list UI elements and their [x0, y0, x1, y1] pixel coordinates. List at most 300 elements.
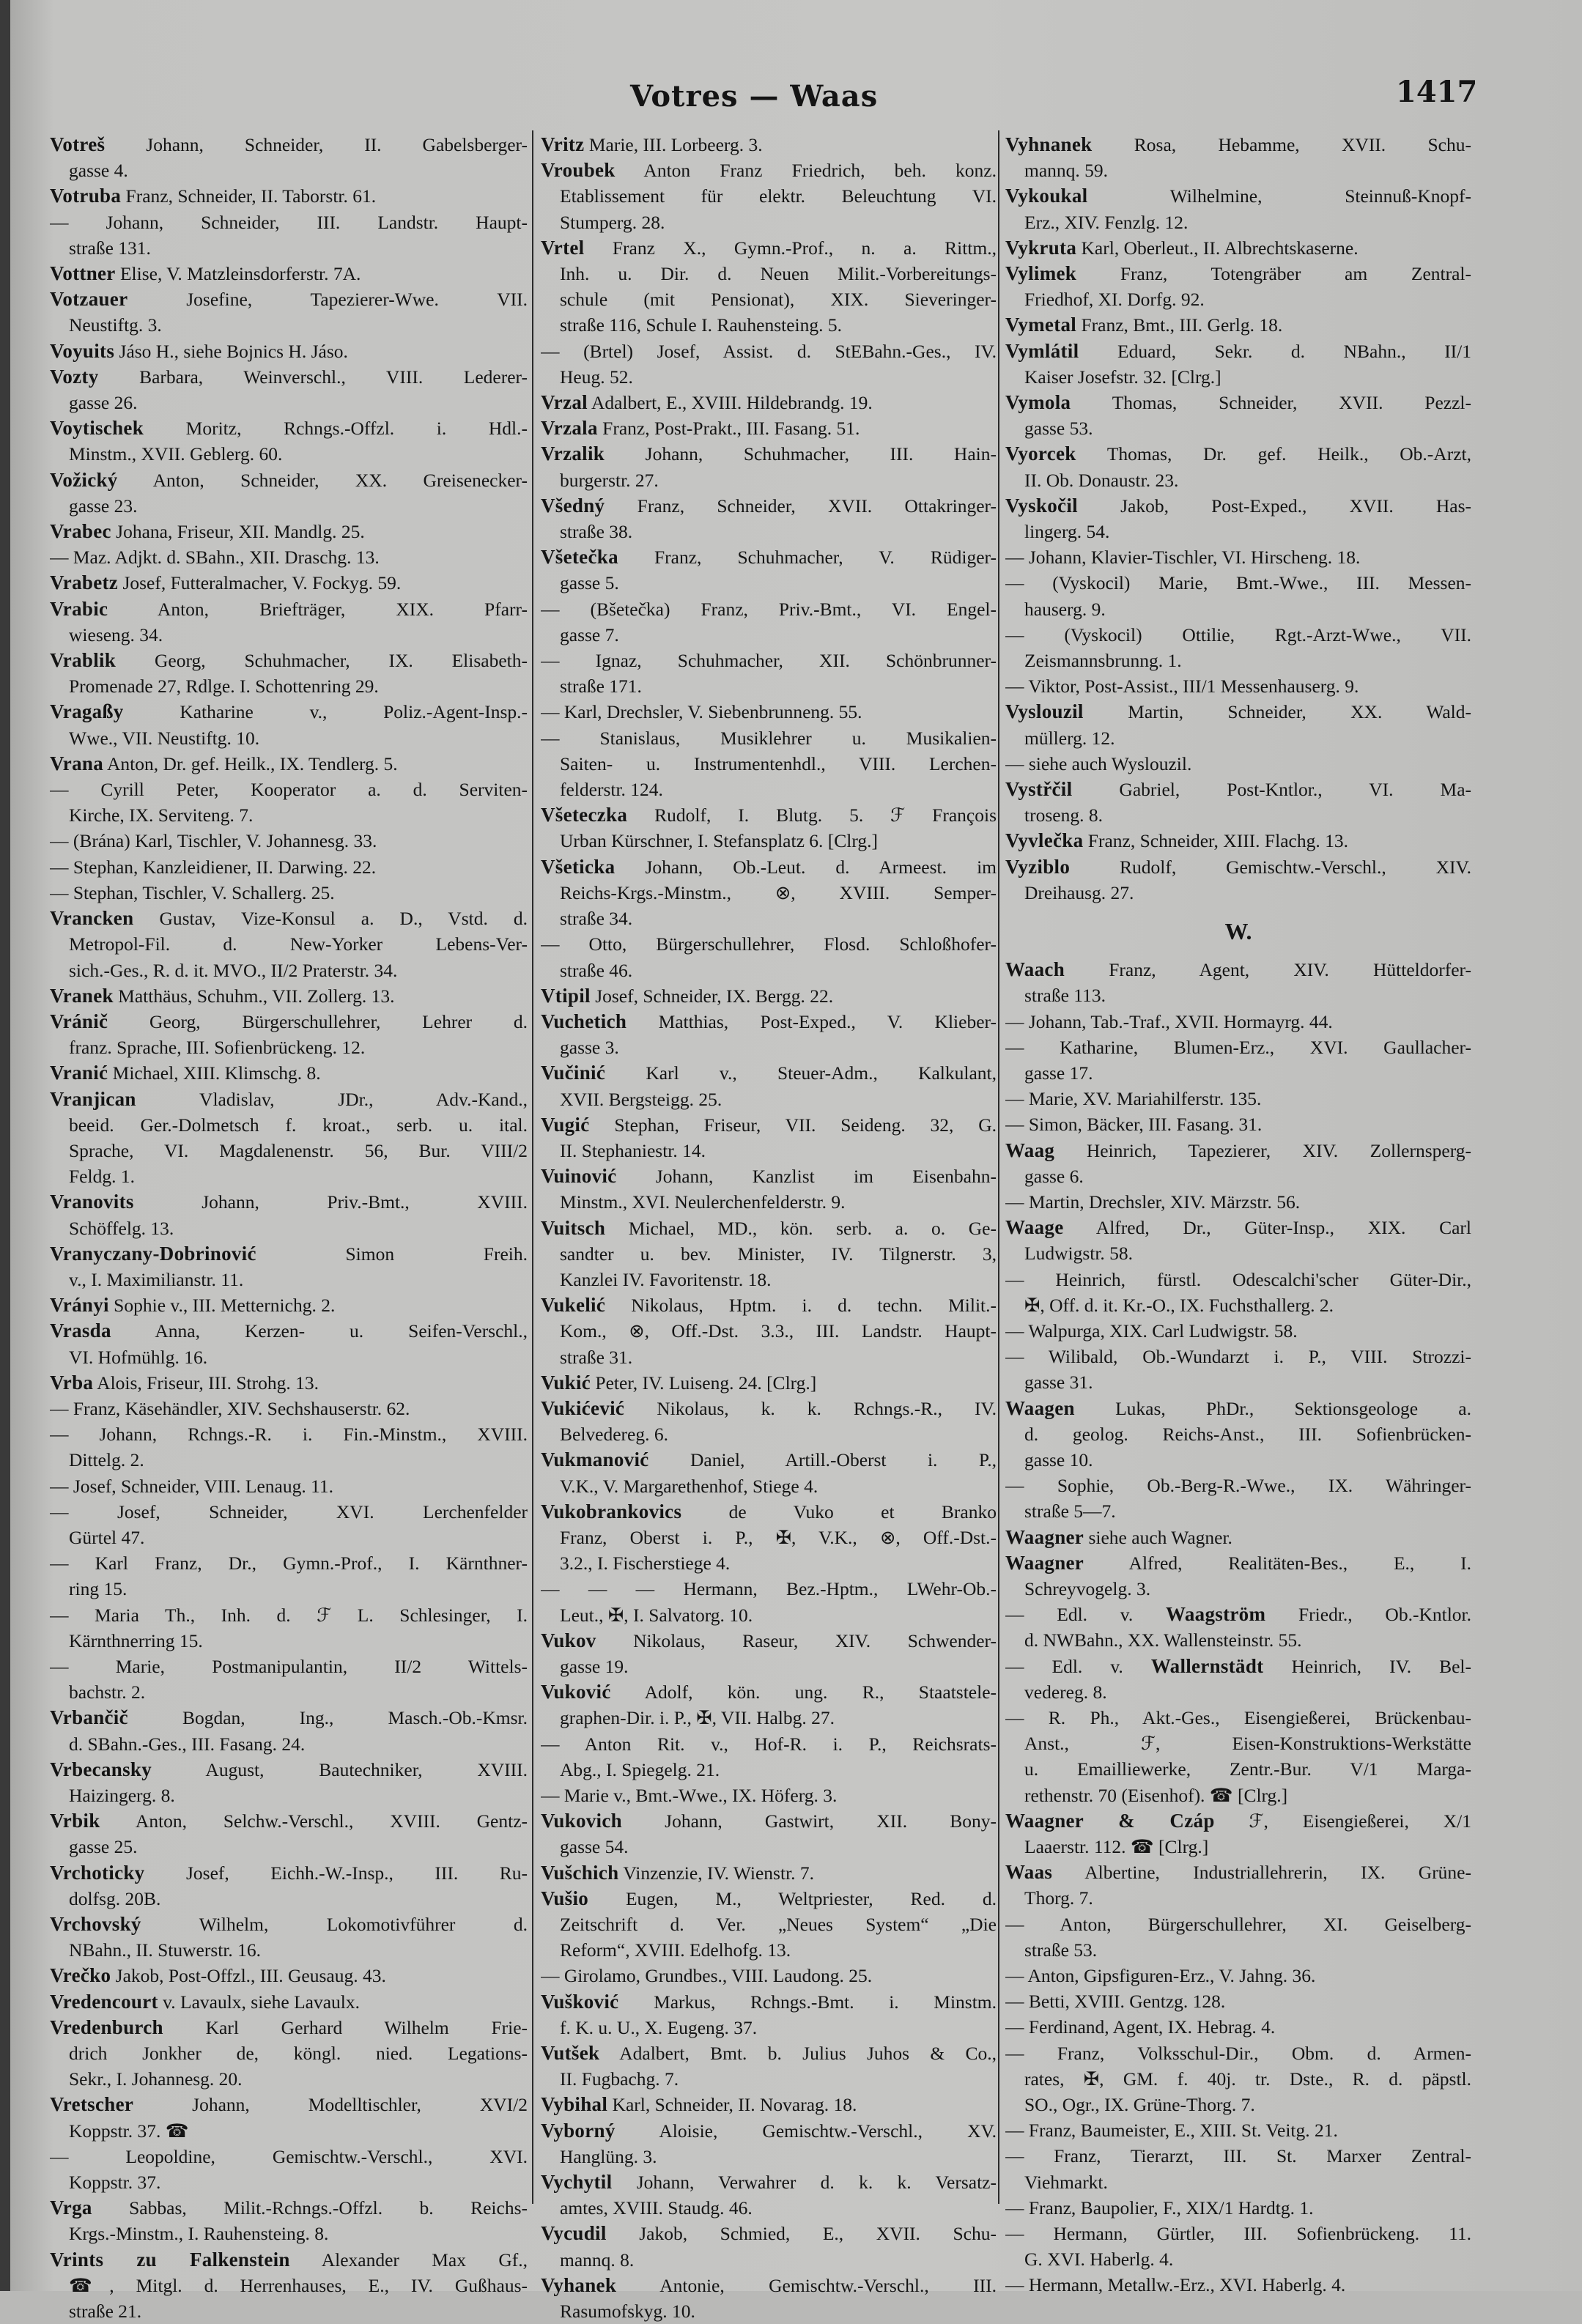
entry-line [1005, 1240, 1471, 1266]
entry-text: XVII. Bergsteigg. 25. [560, 1088, 722, 1110]
directory-entry [50, 338, 528, 364]
directory-entry [1005, 1344, 1471, 1395]
directory-entry [50, 2195, 528, 2246]
directory-entry [50, 364, 528, 415]
entry-surname: Vyhnanek [1005, 133, 1093, 155]
entry-surname: Vrbecansky [50, 1758, 152, 1780]
directory-entry [541, 1628, 997, 1679]
entry-line [541, 1550, 997, 1576]
entry-text: Anna, Kerzen- u. Seifen-Verschl., [155, 1320, 528, 1342]
entry-line [541, 1912, 997, 1937]
directory-entry [1005, 2221, 1471, 2272]
entry-text: ring 15. [69, 1578, 127, 1600]
entry-text: rates, ✠, GM. f. 40j. tr. Dste., R. d. päpstl. [1024, 2068, 1471, 2090]
entry-line [1005, 777, 1471, 802]
entry-surname: Vrabec [50, 520, 111, 543]
directory-entry [1005, 777, 1471, 828]
entry-text: Johann, Schneider, II. Gabelsberger- [146, 134, 528, 155]
directory-entry [1005, 2195, 1471, 2221]
entry-line [541, 1267, 997, 1292]
entry-text: Alfred, Realitäten-Bes., E., I. [1128, 1552, 1471, 1574]
entry-text: Leut., ✠, I. Salvatorg. 10. [560, 1604, 753, 1626]
entry-line [50, 1138, 528, 1163]
directory-entry [541, 2040, 997, 2092]
entry-text: 3.2., I. Fischerstiege 4. [560, 1553, 731, 1574]
entry-line [541, 880, 997, 906]
entry-text: Viehmarkt. [1024, 2171, 1108, 2193]
entry-prefix: — [50, 1604, 95, 1626]
entry-line [1005, 544, 1471, 570]
entry-text: Franz, Schneider, II. Taborstr. 61. [125, 185, 377, 207]
directory-entry [1005, 1267, 1471, 1318]
entry-line [50, 751, 528, 777]
entry-text: Anton, Bürgerschullehrer, XI. Geiselberg- [1060, 1913, 1471, 1935]
entry-text: Karl v., Steuer-Adm., Kalkulant, [646, 1062, 997, 1084]
entry-text: straße 131. [69, 237, 151, 259]
entry-surname: Vranek [50, 984, 114, 1007]
directory-entry [541, 1112, 997, 1163]
entry-line [541, 1241, 997, 1267]
entry-line [50, 261, 528, 286]
entry-text: Lukas, PhDr., Sektionsgeologe a. [1115, 1397, 1471, 1419]
entry-prefix: — [1005, 1320, 1029, 1342]
entry-surname: Waagström [1166, 1603, 1266, 1626]
entry-text: (Brtel) Josef, Assist. d. StEBahn.-Ges., IV. [583, 340, 997, 362]
directory-entry [541, 1447, 997, 1498]
entry-text: (Vyskocil) Marie, Bmt.-Wwe., III. Messen- [1052, 572, 1471, 594]
entry-text: Katharine, Blumen-Erz., XVI. Gaullacher- [1060, 1036, 1471, 1058]
entry-text: Barbara, Weinverschl., VIII. Lederer- [139, 366, 528, 388]
entry-prefix: — [541, 340, 584, 362]
entry-line [50, 1189, 528, 1215]
directory-entry [1005, 1009, 1471, 1035]
entry-surname: Vrba [50, 1371, 94, 1394]
entry-text: Belvedereg. 6. [560, 1424, 668, 1446]
entry-text: Martin, Drechsler, XIV. Märzstr. 56. [1028, 1191, 1301, 1213]
entry-text: II. Stephaniestr. 14. [560, 1139, 706, 1161]
entry-line [541, 2144, 997, 2169]
entry-surname: Vuitsch [541, 1216, 606, 1239]
entry-line [1005, 1756, 1471, 1782]
entry-line [541, 210, 997, 235]
entry-text: Anton, Dr. gef. Heilk., IX. Tendlerg. 5. [106, 752, 398, 774]
directory-entry [541, 2118, 997, 2169]
entry-line [50, 493, 528, 519]
entry-line [50, 1731, 528, 1757]
entry-text: Thomas, Schneider, XVII. Pezzl- [1112, 392, 1471, 414]
entry-line [50, 1396, 528, 1421]
entry-prefix: — [1005, 2042, 1057, 2064]
entry-text: Rudolf, I. Blutg. 5. ℱ François [654, 804, 997, 826]
entry-text: Eugen, M., Weltpriester, Red. d. [625, 1887, 997, 1909]
entry-text: Hermann, Gürtler, III. Sofienbrückeng. 11. [1053, 2223, 1471, 2245]
entry-text: gasse 6. [1024, 1165, 1084, 1187]
entry-surname: Vrchovský [50, 1913, 141, 1936]
entry-line [541, 390, 997, 415]
directory-entry [50, 777, 528, 828]
entry-line [50, 1912, 528, 1937]
entry-line [50, 1035, 528, 1060]
entry-line [541, 1035, 997, 1060]
entry-line [1005, 2040, 1471, 2066]
entry-line [50, 570, 528, 596]
entry-surname: Vyhanek [541, 2273, 617, 2296]
entry-text: Dittelg. 2. [69, 1449, 144, 1471]
directory-entry [50, 1060, 528, 1086]
entry-line [1005, 828, 1471, 854]
entry-line [541, 2298, 997, 2324]
entry-text: Anton, Briefträger, XIX. Pfarr- [157, 598, 528, 620]
entry-surname: Vychytil [541, 2171, 613, 2194]
directory-entry [541, 441, 997, 492]
entry-line [1005, 1421, 1471, 1447]
entry-surname: Waage [1005, 1216, 1064, 1239]
entry-line [1005, 1215, 1471, 1240]
entry-text: Karl Gerhard Wilhelm Frie- [205, 2016, 528, 2038]
entry-line [1005, 1885, 1471, 1911]
entry-line [50, 1215, 528, 1241]
entry-text: Johann, Tab.-Traf., XVII. Hormayrg. 44. [1028, 1010, 1333, 1032]
entry-line [50, 158, 528, 183]
directory-entry [50, 699, 528, 750]
entry-line [50, 622, 528, 648]
entry-line [1005, 286, 1471, 312]
entry-surname: Vuković [541, 1681, 611, 1703]
entry-text: Georg, Bürgerschullehrer, Lehrer d. [149, 1010, 528, 1032]
entry-line [541, 1060, 997, 1086]
entry-text: Friedr., Ob.-Kntlor. [1298, 1604, 1471, 1626]
entry-text: Karl, Oberleut., II. Albrechtskaserne. [1081, 237, 1359, 259]
entry-line [541, 983, 997, 1009]
directory-entry [541, 338, 997, 390]
directory-entry [541, 132, 997, 158]
directory-entry [50, 1989, 528, 2015]
entry-line [1005, 699, 1471, 725]
entry-text: Thorg. 7. [1024, 1887, 1093, 1909]
directory-entry [50, 183, 528, 209]
entry-text: Abg., I. Spiegelg. 21. [560, 1758, 720, 1780]
entry-line [541, 1731, 997, 1757]
entry-line [541, 1808, 997, 1834]
entry-text: ☎, Mitgl. d. Herrenhauses, E., IV. Gußhaus- [69, 2274, 528, 2296]
entry-surname: Waas [1005, 1861, 1053, 1884]
entry-line [541, 1473, 997, 1499]
entry-text: Heug. 52. [560, 366, 633, 388]
directory-entry [1005, 1963, 1471, 1988]
directory-entry [50, 1421, 528, 1473]
entry-surname: Votruba [50, 185, 122, 207]
entry-surname: Vrga [50, 2197, 92, 2219]
entry-text: Rudolf, Gemischtw.-Verschl., XIV. [1120, 856, 1471, 878]
entry-line [1005, 1138, 1471, 1163]
entry-line [50, 596, 528, 622]
entry-line [1005, 1369, 1471, 1395]
entry-text: Aloisie, Gemischtw.-Verschl., XV. [659, 2120, 997, 2142]
entry-text: Antonie, Gemischtw.-Verschl., III. [659, 2274, 997, 2296]
directory-entry [50, 880, 528, 906]
entry-prefix: — [541, 1785, 564, 1806]
entry-prefix: — [1005, 2274, 1029, 2296]
directory-entry [541, 1009, 997, 1060]
entry-text: Maz. Adjkt. d. SBahn., XII. Draschg. 13. [73, 547, 380, 569]
entry-text: Johann, Modelltischler, XVI/2 [192, 2094, 528, 2116]
entry-text: Wilhelm, Lokomotivführer d. [199, 1914, 528, 1936]
entry-text: Zeismannsbrunng. 1. [1024, 650, 1182, 672]
entry-line [1005, 1267, 1471, 1292]
entry-text: Stephan, Friseur, VII. Seideng. 32, G. [614, 1114, 997, 1136]
entry-line [1005, 2195, 1471, 2221]
entry-text: Heinrich, IV. Bel- [1291, 1655, 1471, 1677]
entry-line [1005, 1679, 1471, 1705]
entry-text: Stumperg. 28. [560, 211, 665, 233]
entry-line [541, 1344, 997, 1370]
directory-entry [541, 1215, 997, 1293]
entry-line [541, 1318, 997, 1344]
entry-line [541, 1447, 997, 1473]
entry-prefix: — Edl. v. [1005, 1655, 1151, 1677]
entry-text: Adalbert, E., XVIII. Hildebrandg. 19. [591, 392, 873, 414]
entry-text: Johann, Gastwirt, XII. Bony- [665, 1810, 997, 1832]
entry-line [1005, 415, 1471, 441]
entry-text: Nikolaus, k. k. Rchngs.-R., IV. [657, 1397, 997, 1419]
entry-line [1005, 441, 1471, 467]
entry-line [50, 1628, 528, 1654]
entry-text: franz. Sprache, III. Sofienbrückeng. 12. [69, 1037, 366, 1059]
entry-prefix: — [1005, 1036, 1060, 1058]
entry-line [541, 777, 997, 802]
entry-prefix: — [50, 2145, 126, 2167]
entry-line [50, 1292, 528, 1318]
entry-text: straße 53. [1024, 1939, 1098, 1961]
entry-surname: Vyborný [541, 2119, 616, 2142]
directory-entry [1005, 2014, 1471, 2040]
entry-line [50, 1447, 528, 1473]
entry-text: Josef, Eichh.-W.-Insp., III. Ru- [186, 1862, 528, 1884]
entry-line [1005, 725, 1471, 751]
entry-surname: Vuinović [541, 1165, 617, 1188]
entry-line [50, 1550, 528, 1576]
entry-text: gasse 54. [560, 1836, 629, 1858]
entry-prefix: — [50, 211, 106, 233]
entry-prefix: — [1005, 1913, 1060, 1935]
entry-surname: Vragaßy [50, 700, 124, 723]
directory-entry [541, 1060, 997, 1111]
entry-text: Johann, Verwahrer d. k. k. Versatz- [636, 2172, 997, 2194]
entry-text: Alexander Max Gf., [321, 2249, 528, 2271]
entry-line [541, 467, 997, 493]
entry-text: Jakob, Post-Offzl., III. Geusaug. 43. [115, 1965, 386, 1987]
entry-surname: Vukovich [541, 1810, 622, 1832]
entry-text: Heinrich, Tapezierer, XIV. Zollernsperg- [1086, 1139, 1471, 1161]
directory-entry [541, 1886, 997, 1964]
directory-entry [541, 1989, 997, 2040]
entry-text: gasse 4. [69, 160, 128, 182]
entry-surname: Vylimek [1005, 262, 1077, 285]
entry-line [50, 2066, 528, 2092]
entry-line [1005, 210, 1471, 235]
column-2 [541, 132, 997, 2324]
entry-text: Stephan, Kanzleidiener, II. Darwing. 22. [73, 856, 377, 878]
directory-entry [50, 854, 528, 880]
entry-line [1005, 1189, 1471, 1215]
entry-text: lingerg. 54. [1024, 521, 1110, 543]
entry-prefix: — [1005, 623, 1065, 645]
entry-prefix: — [1005, 572, 1053, 594]
entry-line [50, 2169, 528, 2195]
directory-entry [1005, 2143, 1471, 2194]
entry-surname: Vrabic [50, 597, 108, 620]
directory-entry [50, 983, 528, 1009]
entry-line [1005, 364, 1471, 390]
entry-text: siehe auch Wyslouzil. [1028, 752, 1192, 774]
entry-text: Gürtel 47. [69, 1526, 145, 1548]
entry-line [50, 931, 528, 957]
entry-text: Johann, Kanzlist im Eisenbahn- [655, 1166, 997, 1188]
directory-entry [541, 2092, 997, 2117]
entry-text: gasse 5. [560, 572, 619, 594]
entry-line [541, 1937, 997, 1963]
directory-entry [50, 1912, 528, 1963]
entry-text: d. NWBahn., XX. Wallensteinstr. 55. [1024, 1629, 1302, 1651]
directory-entry [541, 802, 997, 854]
directory-entry [1005, 183, 1471, 234]
entry-text: Koppstr. 37. [69, 2172, 161, 2194]
directory-entry [541, 725, 997, 803]
entry-line [541, 415, 997, 441]
entry-surname: Vušković [541, 1990, 619, 2013]
directory-entry [541, 390, 997, 415]
entry-surname: Vyslouzil [1005, 700, 1084, 723]
entry-line [541, 906, 997, 931]
entry-line [50, 2247, 528, 2273]
entry-text: Franz, Baumeister, E., XIII. St. Veitg. 21. [1028, 2120, 1338, 2142]
directory-entry [50, 1602, 528, 1654]
entry-surname: Voyuits [50, 339, 115, 362]
entry-text: Matthäus, Schuhm., VII. Zollerg. 13. [118, 985, 395, 1007]
directory-entry [541, 2169, 997, 2221]
entry-line [50, 648, 528, 673]
entry-surname: Waach [1005, 958, 1065, 981]
entry-surname: Vrzalik [541, 443, 605, 465]
entry-text: Moritz, Rchngs.-Offzl. i. Hdl.- [185, 418, 528, 440]
entry-surname: Votzauer [50, 288, 128, 311]
entry-text: gasse 31. [1024, 1372, 1093, 1394]
directory-entry [1005, 235, 1471, 261]
entry-text: drich Jonkher de, köngl. nied. Legations- [69, 2043, 528, 2065]
directory-entry [1005, 570, 1471, 621]
entry-prefix: — [541, 933, 589, 955]
entry-text: Minstm., XVI. Neulerchenfelderstr. 9. [560, 1191, 846, 1213]
entry-prefix: — [50, 881, 73, 903]
entry-prefix: — [50, 547, 73, 569]
entry-surname: Vyziblo [1005, 855, 1071, 878]
entry-prefix: — [50, 779, 101, 801]
directory-entry [1005, 1473, 1471, 1524]
directory-entry [50, 2092, 528, 2143]
entry-text: straße 116, Schule I. Rauhensteing. 5. [560, 314, 843, 336]
entry-prefix: — [50, 856, 73, 878]
entry-surname: Vučinić [541, 1062, 606, 1084]
entry-surname: Waag [1005, 1139, 1055, 1161]
entry-prefix: — [1005, 1088, 1029, 1110]
directory-entry [50, 1241, 528, 1292]
entry-text: Franz, Totengräber am Zentral- [1120, 263, 1471, 285]
entry-line [50, 364, 528, 390]
entry-prefix: — [1005, 547, 1029, 569]
entry-line [50, 983, 528, 1009]
entry-line [50, 1421, 528, 1447]
entry-line [541, 493, 997, 519]
directory-entry [1005, 1111, 1471, 1137]
entry-line [541, 1499, 997, 1525]
entry-line [1005, 2014, 1471, 2040]
entry-line [541, 1396, 997, 1421]
directory-entry [50, 1808, 528, 1859]
directory-entry [50, 1473, 528, 1499]
directory-entry [541, 415, 997, 441]
entry-line [1005, 1035, 1471, 1060]
entry-line [50, 1937, 528, 1963]
entry-text: Franz, Baupolier, F., XIX/1 Hardtg. 1. [1028, 2197, 1314, 2218]
entry-surname: Vožický [50, 468, 118, 491]
entry-prefix: — [541, 701, 564, 723]
entry-surname: Waagner [1005, 1525, 1084, 1548]
entry-text: Eduard, Sekr. d. NBahn., II/1 [1117, 340, 1471, 362]
entry-line [50, 2144, 528, 2169]
entry-line [541, 1963, 997, 1988]
entry-text: Josefine, Tapezierer-Wwe. VII. [186, 289, 528, 311]
entry-line [50, 415, 528, 441]
entry-text: August, Bautechniker, XVIII. [205, 1758, 528, 1780]
entry-line [50, 2118, 528, 2144]
directory-entry [1005, 261, 1471, 312]
entry-line [1005, 1834, 1471, 1859]
entry-text: wieseng. 34. [69, 623, 163, 645]
entry-line [1005, 1344, 1471, 1369]
entry-text: Martin, Schneider, XX. Wald- [1128, 701, 1471, 723]
column-divider [532, 130, 533, 2204]
entry-line [50, 802, 528, 828]
directory-entry [50, 210, 528, 261]
entry-prefix: — [1005, 2120, 1029, 2142]
entry-text: Simon, Bäcker, III. Fasang. 31. [1028, 1114, 1263, 1136]
entry-text: Marie, XV. Mariahilferstr. 135. [1028, 1088, 1262, 1110]
entry-surname: Vranić [50, 1062, 108, 1084]
entry-line [50, 1370, 528, 1396]
entry-surname: Voytischek [50, 417, 144, 440]
entry-text: Josef, Schneider, VIII. Lenaug. 11. [73, 1475, 334, 1497]
entry-text: Michael, MD., kön. serb. a. o. Ge- [628, 1217, 997, 1239]
entry-prefix: — [1005, 1991, 1029, 2013]
entry-text: Rosa, Hebamme, XVII. Schu- [1134, 134, 1471, 155]
entry-line [541, 183, 997, 209]
entry-text: Josef, Schneider, XVI. Lerchenfelder [117, 1500, 528, 1522]
entry-line [1005, 802, 1471, 828]
entry-line [50, 1963, 528, 1988]
entry-text: Franz, Käsehändler, XIV. Sechshauserstr. 62. [73, 1397, 410, 1419]
directory-entry [50, 1654, 528, 1705]
entry-line [50, 1679, 528, 1705]
entry-text: Johann, Priv.-Bmt., XVIII. [202, 1191, 528, 1213]
entry-line [1005, 1988, 1471, 2014]
entry-line [50, 1344, 528, 1370]
directory-entry [541, 983, 997, 1009]
entry-text: Daniel, Artill.-Oberst i. P., [690, 1449, 997, 1471]
entry-text: Hanglüng. 3. [560, 2145, 657, 2167]
entry-line [50, 906, 528, 931]
entry-line [1005, 1111, 1471, 1137]
entry-surname: Vycudil [541, 2222, 607, 2245]
